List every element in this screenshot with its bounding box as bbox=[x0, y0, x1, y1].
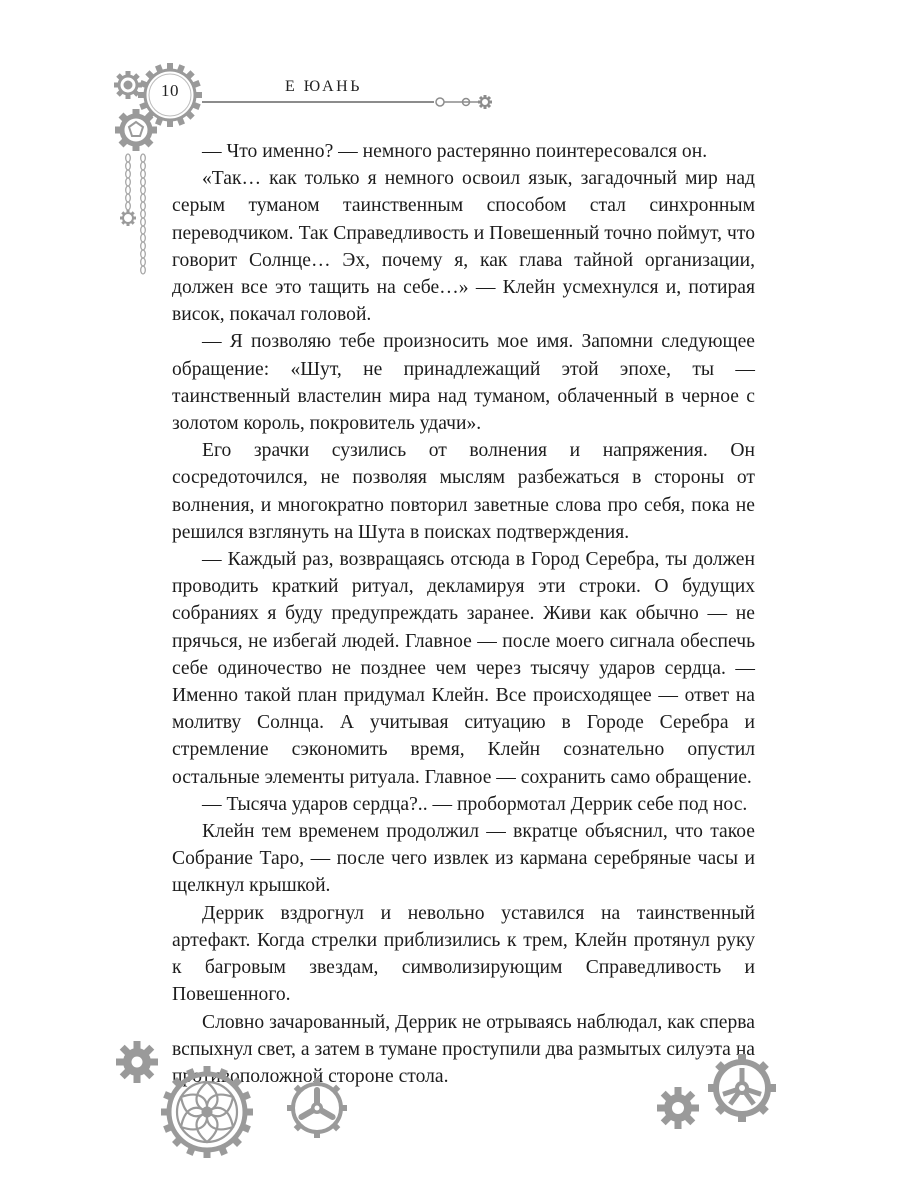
paragraph: — Что именно? — немного растерянно поинтересовался он. bbox=[202, 141, 708, 162]
footer-right-gears-ornament bbox=[640, 1040, 790, 1180]
paragraph: — Тысяча ударов сердца?.. — пробормотал Деррик себе под нос. bbox=[202, 793, 748, 815]
paragraph: — Я позволяю тебе произносить мое имя. Запомни следующее обращение: «Шут, не принадлежащий этой эпохе, ты — таинственный властелин мира над туманом, облаченный в черное с золотом король, покровитель удачи». bbox=[172, 331, 755, 435]
running-head-author: Е ЮАНЬ bbox=[285, 78, 362, 95]
page-number: 10 bbox=[161, 81, 179, 100]
spoked-gear-icon bbox=[287, 1078, 347, 1138]
body-text bbox=[172, 138, 755, 1090]
paragraph: Словно зачарованный, Деррик не отрываясь наблюдал, как сперва вспыхнул свет, а затем в тумане проступили два размытых силуэта на противоположной стороне стола. bbox=[172, 1011, 755, 1087]
chain-gear-icon bbox=[120, 210, 136, 226]
paragraph: Деррик вздрогнул и невольно уставился на таинственный артефакт. Когда стрелки приблизились к трем, Клейн протянул руку к багровым звездам, символизирующим Справедливость и Повешенного. bbox=[172, 902, 755, 1006]
header-rule-end-icon bbox=[436, 95, 492, 109]
solid-gear-icon bbox=[657, 1087, 699, 1129]
paragraph: Его зрачки сузились от волнения и напряжения. Он сосредоточился, не позволяя мыслям разбежаться в стороны от волнения, и многократно повторил заветные слова про себя, пока не решился взглянуть на Шута в поисках подтверждения. bbox=[172, 440, 755, 543]
header-rule bbox=[202, 101, 434, 103]
paragraph: Клейн тем временем продолжил — вкратце объяснил, что такое Собрание Таро, — после чего извлек из кармана серебряные часы и щелкнул крышкой. bbox=[172, 821, 755, 897]
paragraph: «Так… как только я немного освоил язык, загадочный мир над серым туманом таинственным способом стал синхронным переводчиком. Так Справедливость и Повешенный точно поймут, что говорит Солнце… Эх, почему я, как глава тайной организации, должен все это тащить на себе…» — Клейн усмехнулся и, потирая висок, покачал головой. bbox=[172, 168, 755, 326]
large-gear-icon bbox=[115, 109, 157, 151]
ornate-gear-icon bbox=[161, 1066, 253, 1158]
small-gear-icon bbox=[114, 71, 142, 99]
footer-left-gears-ornament bbox=[95, 1030, 375, 1180]
paragraph: — Каждый раз, возвращаясь отсюда в Город Серебра, ты должен проводить краткий ритуал, декламируя эти строки. О будущих собраниях я буду предупреждать заранее. Живи как обычно — не прячься, не избегай людей. Главное — после моего сигнала обеспечь себе одиночество не позднее чем через тысячу ударов сердца. — Именно такой план придумал Клейн. Все происходящее — ответ на молитву Солнца. А учитывая ситуацию в Городе Серебра и стремление сэкономить время, Клейн сознательно опустил остальные элементы ритуала. Главное — сохранить само обращение. bbox=[172, 549, 755, 788]
large-gear-icon bbox=[708, 1054, 776, 1122]
solid-gear-icon bbox=[116, 1041, 158, 1083]
